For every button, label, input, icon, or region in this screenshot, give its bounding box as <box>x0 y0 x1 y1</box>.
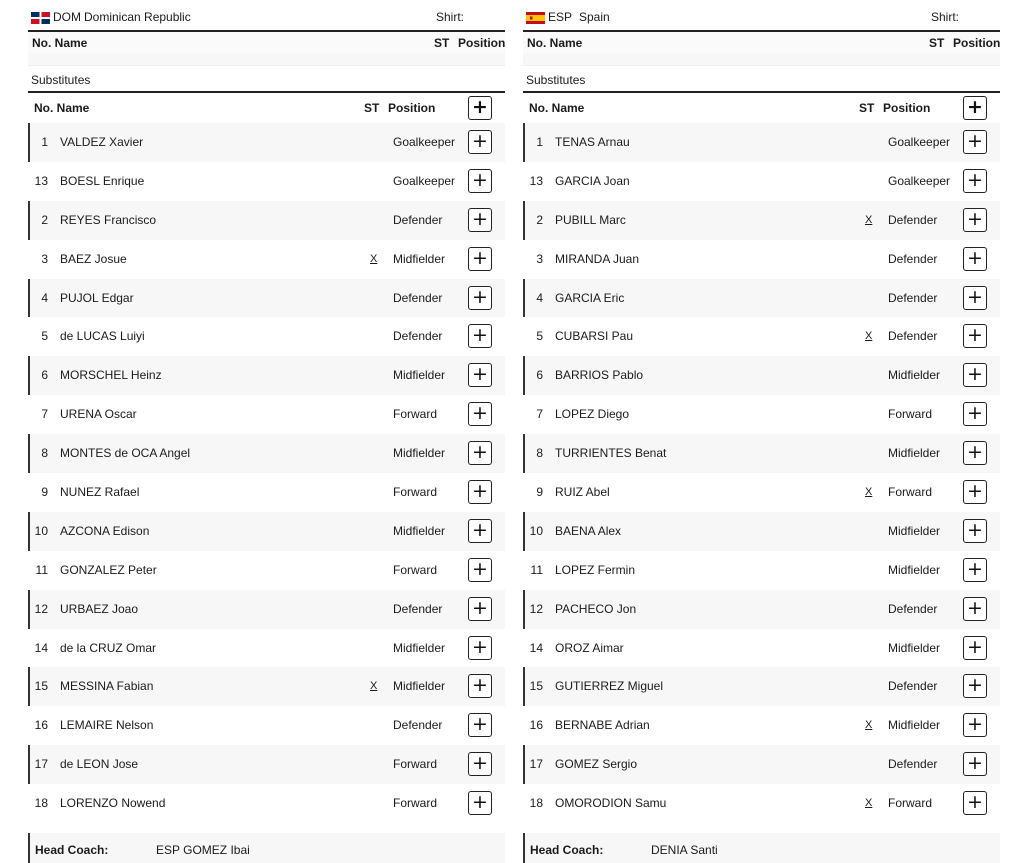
add-player-button[interactable]: + <box>963 480 987 504</box>
player-row <box>523 356 1000 395</box>
head-coach-row <box>28 833 505 863</box>
player-name: de LEON Jose <box>60 757 139 772</box>
player-position: Midfielder <box>393 640 446 655</box>
player-position: Midfielder <box>888 523 941 538</box>
player-name: GOMEZ Sergio <box>555 757 638 772</box>
player-name: GONZALEZ Peter <box>60 562 157 577</box>
player-name: LOPEZ Fermin <box>555 562 636 577</box>
player-number: 15 <box>34 679 48 694</box>
player-name: GARCIA Eric <box>555 290 625 305</box>
player-row <box>28 162 505 201</box>
substitutes-list <box>523 123 1000 823</box>
player-name: de la CRUZ Omar <box>60 640 157 655</box>
add-player-button[interactable]: + <box>468 130 492 154</box>
player-position: Forward <box>888 796 933 811</box>
player-number: 5 <box>41 329 48 344</box>
add-player-button[interactable]: + <box>963 636 987 660</box>
add-player-button[interactable]: + <box>963 441 987 465</box>
add-player-button[interactable]: + <box>963 363 987 387</box>
player-position: Defender <box>393 329 443 344</box>
add-player-button[interactable]: + <box>963 208 987 232</box>
player-number: 16 <box>34 718 48 733</box>
add-player-button[interactable]: + <box>468 480 492 504</box>
player-name: PUBILL Marc <box>555 212 626 227</box>
player-row <box>523 240 1000 279</box>
substitutes-header <box>28 93 505 123</box>
player-name: VALDEZ Xavier <box>60 135 144 149</box>
col-no-name: No. Name <box>529 101 585 115</box>
substitutes-label: Substitutes <box>31 73 91 87</box>
player-number: 18 <box>529 796 543 811</box>
spain-flag-icon <box>526 12 545 24</box>
player-position: Midfielder <box>393 679 446 694</box>
player-name: CUBARSI Pau <box>555 329 634 344</box>
add-player-button[interactable]: + <box>468 441 492 465</box>
add-player-button[interactable]: + <box>468 363 492 387</box>
player-row <box>523 473 1000 512</box>
player-name: BARRIOS Pablo <box>555 368 644 383</box>
player-name: PACHECO Jon <box>555 601 637 616</box>
substitutes-title <box>28 66 505 93</box>
player-row <box>523 629 1000 668</box>
player-name: NUNEZ Rafael <box>60 485 140 500</box>
add-player-button[interactable]: + <box>963 674 987 698</box>
player-name: MESSINA Fabian <box>60 679 154 694</box>
head-coach-name: ESP GOMEZ Ibai <box>156 843 250 857</box>
add-player-button[interactable]: + <box>468 713 492 737</box>
head-coach-name: DENIA Santi <box>651 843 718 857</box>
add-player-button[interactable]: + <box>963 130 987 154</box>
player-row <box>523 279 1000 318</box>
player-position: Forward <box>393 407 438 422</box>
add-player-button[interactable]: + <box>963 558 987 582</box>
player-row <box>28 629 505 668</box>
player-number: 6 <box>41 368 48 383</box>
add-player-button[interactable]: + <box>468 402 492 426</box>
shirt-label: Shirt: <box>931 10 960 24</box>
col-st: ST <box>434 36 450 50</box>
add-player-button[interactable]: + <box>963 247 987 271</box>
col-no-name: No. Name <box>34 101 90 115</box>
player-position: Defender <box>393 212 443 227</box>
player-name: URBAEZ Joao <box>60 601 139 616</box>
player-number: 3 <box>536 251 543 266</box>
player-position: Forward <box>888 407 933 422</box>
player-row <box>28 356 505 395</box>
starter-mark: X <box>865 213 873 226</box>
player-row <box>523 201 1000 240</box>
add-player-button[interactable]: + <box>468 674 492 698</box>
player-row <box>523 395 1000 434</box>
player-number: 5 <box>536 329 543 344</box>
starters-list-empty <box>523 54 1000 66</box>
player-position: Midfielder <box>393 251 446 266</box>
head-coach-label: Head Coach: <box>35 843 109 857</box>
col-position: Position <box>953 36 1001 50</box>
player-position: Midfielder <box>888 368 941 383</box>
add-player-button[interactable]: + <box>468 752 492 776</box>
add-player-button[interactable]: + <box>468 247 492 271</box>
player-row <box>28 201 505 240</box>
head-coach-label: Head Coach: <box>530 843 604 857</box>
head-coach-row <box>523 833 1000 863</box>
player-row <box>523 745 1000 784</box>
player-number: 7 <box>536 407 543 422</box>
player-row <box>28 473 505 512</box>
player-row <box>523 317 1000 356</box>
player-number: 9 <box>41 485 48 500</box>
player-number: 13 <box>529 173 543 188</box>
add-player-button[interactable]: + <box>468 169 492 193</box>
player-name: GARCIA Joan <box>555 173 630 188</box>
add-all-button[interactable]: + <box>468 96 492 120</box>
player-row <box>523 162 1000 201</box>
player-number: 12 <box>34 601 48 616</box>
player-row <box>523 706 1000 745</box>
player-position: Midfielder <box>888 562 941 577</box>
player-position: Defender <box>888 601 938 616</box>
shirt-label: Shirt: <box>436 10 465 24</box>
add-player-button[interactable]: + <box>963 791 987 815</box>
player-number: 11 <box>35 562 48 577</box>
add-player-button[interactable]: + <box>468 558 492 582</box>
starters-header <box>523 32 1000 54</box>
player-number: 18 <box>34 796 48 811</box>
player-row <box>28 317 505 356</box>
starter-mark: X <box>865 719 873 732</box>
add-player-button[interactable]: + <box>468 519 492 543</box>
add-player-button[interactable]: + <box>468 208 492 232</box>
player-number: 15 <box>529 679 543 694</box>
starters-list-empty <box>28 54 505 66</box>
player-position: Goalkeeper <box>888 173 951 188</box>
starter-mark: X <box>865 486 873 499</box>
player-name: LEMAIRE Nelson <box>60 718 154 733</box>
player-position: Defender <box>393 718 443 733</box>
player-position: Forward <box>888 485 933 500</box>
add-player-button[interactable]: + <box>963 752 987 776</box>
player-name: MONTES de OCA Angel <box>60 446 191 461</box>
player-row <box>523 434 1000 473</box>
col-position: Position <box>458 36 506 50</box>
player-name: AZCONA Edison <box>60 523 150 538</box>
player-row <box>523 512 1000 551</box>
player-number: 12 <box>529 601 543 616</box>
substitutes-list <box>28 123 505 823</box>
player-row <box>28 240 505 279</box>
team-name: Dominican Republic <box>84 10 191 24</box>
team-panel-esp <box>523 0 1000 863</box>
add-player-button[interactable]: + <box>963 286 987 310</box>
starter-mark: X <box>370 680 378 693</box>
player-row <box>28 551 505 590</box>
player-position: Midfielder <box>888 718 941 733</box>
player-row <box>28 745 505 784</box>
player-position: Defender <box>888 757 938 772</box>
player-position: Defender <box>888 212 938 227</box>
team-name: Spain <box>579 10 610 24</box>
add-player-button[interactable]: + <box>963 324 987 348</box>
add-player-button[interactable]: + <box>963 169 987 193</box>
player-number: 7 <box>41 407 48 422</box>
player-position: Goalkeeper <box>888 135 951 149</box>
player-row <box>28 395 505 434</box>
player-row <box>523 667 1000 706</box>
player-row <box>28 512 505 551</box>
player-number: 17 <box>529 757 543 772</box>
player-position: Defender <box>888 329 938 344</box>
team-code: DOM <box>53 10 81 24</box>
player-name: MIRANDA Juan <box>555 251 640 266</box>
player-position: Forward <box>393 562 438 577</box>
player-name: BAENA Alex <box>555 523 622 538</box>
player-position: Goalkeeper <box>393 173 456 188</box>
col-st: ST <box>859 101 875 115</box>
player-name: MORSCHEL Heinz <box>60 368 162 383</box>
player-name: OROZ Aimar <box>555 640 624 655</box>
player-name: GUTIERREZ Miguel <box>555 679 664 694</box>
player-row <box>523 590 1000 629</box>
player-number: 8 <box>41 446 48 461</box>
player-number: 9 <box>536 485 543 500</box>
player-name: BAEZ Josue <box>60 251 127 266</box>
add-player-button[interactable]: + <box>468 597 492 621</box>
player-position: Defender <box>393 290 443 305</box>
player-row <box>28 434 505 473</box>
player-position: Goalkeeper <box>393 135 456 149</box>
substitutes-title <box>523 66 1000 93</box>
player-number: 10 <box>34 523 48 538</box>
starter-mark: X <box>865 797 873 810</box>
col-st: ST <box>929 36 945 50</box>
player-number: 6 <box>536 368 543 383</box>
starter-mark: X <box>370 252 378 265</box>
substitutes-label: Substitutes <box>526 73 586 87</box>
player-name: PUJOL Edgar <box>60 290 134 305</box>
team-header <box>28 0 505 32</box>
dominican-republic-flag-icon <box>31 12 50 24</box>
player-name: TENAS Arnau <box>555 135 630 149</box>
player-number: 8 <box>536 446 543 461</box>
player-name: URENA Oscar <box>60 407 137 422</box>
player-number: 13 <box>34 173 48 188</box>
player-number: 14 <box>34 640 48 655</box>
player-name: LORENZO Nowend <box>60 796 166 811</box>
player-row <box>523 784 1000 823</box>
starters-header <box>28 32 505 54</box>
player-number: 1 <box>536 135 543 149</box>
player-number: 10 <box>529 523 543 538</box>
player-position: Defender <box>888 679 938 694</box>
player-number: 4 <box>536 290 543 305</box>
player-position: Midfielder <box>393 446 446 461</box>
player-position: Forward <box>393 757 438 772</box>
player-number: 14 <box>529 640 543 655</box>
player-number: 17 <box>34 757 48 772</box>
add-player-button[interactable]: + <box>468 324 492 348</box>
add-player-button[interactable]: + <box>963 402 987 426</box>
add-player-button[interactable]: + <box>963 597 987 621</box>
player-row <box>28 706 505 745</box>
player-number: 2 <box>536 212 543 227</box>
substitutes-header <box>523 93 1000 123</box>
player-position: Midfielder <box>393 368 446 383</box>
player-position: Midfielder <box>888 640 941 655</box>
add-player-button[interactable]: + <box>468 791 492 815</box>
player-row <box>28 784 505 823</box>
add-player-button[interactable]: + <box>963 519 987 543</box>
starter-mark: X <box>865 330 873 343</box>
team-code: ESP <box>548 10 573 24</box>
player-position: Defender <box>888 251 938 266</box>
player-row <box>28 123 505 162</box>
player-name: de LUCAS Luiyi <box>60 329 145 344</box>
player-name: OMORODION Samu <box>555 796 667 811</box>
player-position: Forward <box>393 796 438 811</box>
player-name: RUIZ Abel <box>555 485 610 500</box>
player-row <box>28 590 505 629</box>
player-number: 1 <box>41 135 48 149</box>
team-header <box>523 0 1000 32</box>
player-number: 11 <box>530 562 543 577</box>
player-name: TURRIENTES Benat <box>555 446 667 461</box>
player-name: REYES Francisco <box>60 212 157 227</box>
player-position: Midfielder <box>393 523 446 538</box>
player-position: Midfielder <box>888 446 941 461</box>
add-all-button[interactable]: + <box>963 96 987 120</box>
player-number: 4 <box>41 290 48 305</box>
col-st: ST <box>364 101 380 115</box>
col-no-name: No. Name <box>527 36 583 50</box>
col-position: Position <box>388 101 436 115</box>
col-no-name: No. Name <box>32 36 88 50</box>
player-row <box>523 123 1000 162</box>
add-player-button[interactable]: + <box>963 713 987 737</box>
player-position: Defender <box>393 601 443 616</box>
player-row <box>523 551 1000 590</box>
player-number: 16 <box>529 718 543 733</box>
player-number: 2 <box>41 212 48 227</box>
col-position: Position <box>883 101 931 115</box>
team-panel-dom <box>28 0 505 863</box>
player-row <box>28 667 505 706</box>
player-row <box>28 279 505 318</box>
player-position: Forward <box>393 485 438 500</box>
player-name: BERNABE Adrian <box>555 718 650 733</box>
player-number: 3 <box>41 251 48 266</box>
add-player-button[interactable]: + <box>468 286 492 310</box>
player-name: LOPEZ Diego <box>555 407 630 422</box>
player-position: Defender <box>888 290 938 305</box>
player-name: BOESL Enrique <box>60 173 145 188</box>
add-player-button[interactable]: + <box>468 636 492 660</box>
